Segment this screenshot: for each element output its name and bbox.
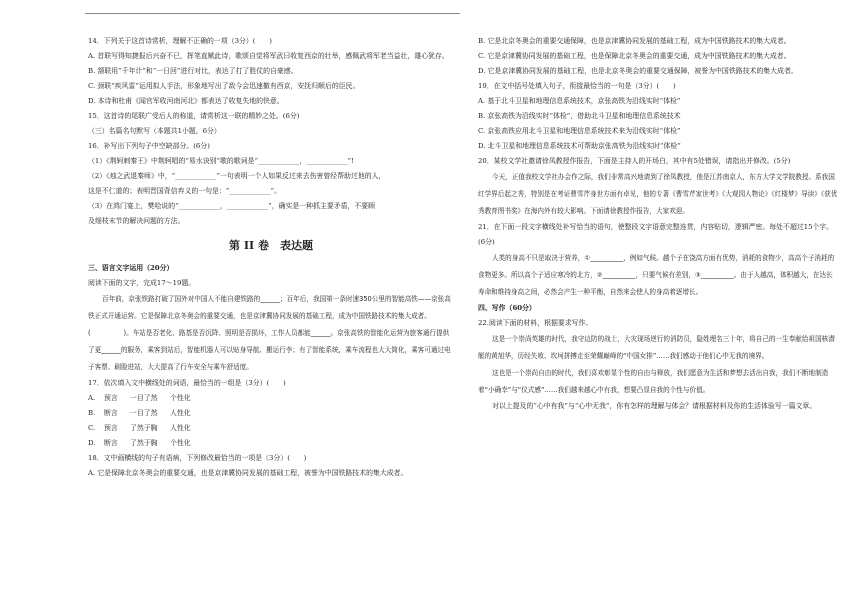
q22-paragraph-3: 对以上提及的“心中有我”与“心中无我”，你有怎样的理解与体会？请根据材料及你的生活体验写一篇文章。 — [492, 402, 817, 410]
language-section-heading: 三、语言文字运用（20分） — [88, 264, 174, 272]
q19-option-b: B. 京张高铁为沿线实时“体检”，借助北斗卫星和地理信息系统技术 — [478, 112, 681, 120]
question-14: 14．下列关于这首诗赏析，理解不正确的一项（3分）( ) — [88, 37, 272, 45]
q18-option-b: B. 它是北京冬奥会的重要交通保障，也是京津冀协同发展的基础工程，成为中国铁路技术的集大成者。 — [478, 37, 791, 45]
q16-part-1: （1）《荆轲刺秦王》中荆轲唱的“易水诀别”歌的歌词是“____________，____________”! — [88, 157, 354, 165]
q17-option-b: B. 断言 一目了然 人性化 — [88, 409, 191, 417]
q20-passage: 今天，正值我校文学社办会作之际，我们非常高兴地请到了徐凤教授，他是江苏南京人，东方大学文学院教授。系我国红学界后起之秀，特别是在考证曹雪芹身世方面有卓见，他的专著《曹雪芹家世考》《大观园人物论》《红楼梦》导读》《获优秀教育图书奖》在海内外有较大影响。下面请徐教授作报告，大家欢迎。 — [478, 173, 838, 215]
right-column — [478, 34, 838, 414]
q16-part-3a: （3）在鸿门宴上，樊哙说的“____________，____________”，确实是一种抓主要矛盾，不要顾 — [88, 202, 376, 210]
section-3-heading: （三）名篇名句默写（本题共1小题，6分） — [88, 127, 221, 135]
question-16: 16．补写出下列句子中空缺部分。(6分) — [88, 142, 210, 150]
q14-option-c: C. 颈联“疾风雷”运用拟人手法，形象地写出了敌今会迅速撤有西京，安抚归顺后的臣民。 — [88, 82, 360, 90]
question-22: 22.阅读下面的材料，根据要求写作。 — [478, 319, 593, 327]
question-15: 15．这首诗的尾联广受后人的称道，请赏析这一联的精妙之处。(6分) — [88, 112, 300, 120]
q16-part-2a: （2）《烛之武退秦师》中，“____________”一句表明一个人如果反过来去伤害曾经帮助过他的人， — [88, 172, 386, 180]
q18-option-d: D. 它是京津冀协同发展的基础工程，也是北京冬奥会的重要交通保障，被誉为中国铁路技术的集大成者。 — [478, 67, 798, 75]
q14-option-a: A. 首联写得知捷报后兴奋不已，挥笔直赋此诗，歌颂自觉将军武曰收复西京的壮举，感佩武将军老当益壮，雄心犹存。 — [88, 52, 449, 60]
writing-section-heading: 四、写作（60分） — [478, 304, 536, 312]
q22-paragraph-2: 这也是一个崇尚自由的时代，我们喜欢彰显个性的自由与释放，我们愿意为生活和梦想去活出自我，我们不断地制造着“小确幸”与“仪式感”……我们越来越心中有我，想要凸显自我的个性与价值。 — [478, 369, 829, 394]
q17-option-c: C. 预言 了然于胸 人性化 — [88, 424, 191, 432]
q18-option-a: A. 它是保障北京冬奥会的重要交通，也是京津冀协同发展的基础工程，被誉为中国铁路技术的集大成者。 — [88, 469, 408, 477]
q16-part-2b: 这是不仁道的；表明晋国背信弃义的一句是：“____________”。 — [88, 187, 282, 195]
q19-option-a: A. 基于北斗卫星和地理信息系统技术，京张高铁为沿线实时“体检” — [478, 97, 681, 105]
question-18: 18．文中画横线的句子有语病，下列修改最恰当的一项是（3分）( ) — [88, 454, 307, 462]
q17-option-a: A. 预言 一目了然 个性化 — [88, 394, 191, 402]
q16-part-3b: 及细枝末节的解决问题的方法。 — [88, 217, 185, 225]
question-20: 20．某校文学社邀请徐凤教授作报告，下面是主持人的开场白，其中有5处错误，请指出并修改。(5分) — [478, 157, 791, 165]
q17-option-d: D. 断言 了然于胸 个性化 — [88, 439, 191, 447]
question-21: 21．在下面一段文字横线处补写恰当的语句，使整段文字语意完整连贯，内容贴切，逻辑严密。每处不超过15个字。(6分) — [478, 223, 834, 246]
q19-option-c: C. 京张高铁应用北斗卫星和地理信息系统技术来为沿线实时“体检” — [478, 127, 681, 135]
left-column — [88, 34, 454, 481]
q18-option-c: C. 它是京津冀协同发展的基础工程，也是保障北京冬奥会的重要交通，成为中国铁路技术的集大成者。 — [478, 52, 791, 60]
q14-option-d: D. 本诗和杜甫《闻官军收河南河北》都表达了收复失地的快意。 — [88, 97, 284, 105]
reading-instruction: 阅读下面的文字，完成17～19题。 — [88, 279, 196, 287]
q22-paragraph-1: 这是一个崇尚英雄的时代，我守边防的战士，大灾现场逆行的消防员，隐姓埋名三十年，将自己的一生奉献给祖国核潜艇的黄旭华，历经失败、坎坷拼搏走至荣耀巅峰的“中国女排”……我们感动于他们心中无我的境界。 — [478, 335, 835, 360]
part-2-title: 第 II 卷 表达题 — [229, 239, 313, 252]
q19-option-d: D. 北斗卫星和地理信息系统技术可帮助京张高铁为沿线实时“体检” — [478, 142, 681, 150]
question-19: 19．在文中括号处填入句子，衔接最恰当的一句是（3分）( ) — [478, 82, 676, 90]
reading-passage: 百年前，京张铁路打破了国外对中国人不能自建铁路的______；百年后，我国第一条时速350公里的智能高铁——京张高铁正式开通运营。它是保障北京冬奥会的重要交通，也是京津冀协同发展的基础工程，成为中国铁路技术的集大成者。( )。车站是否老化、路基是否沉降、照明是否损坏，工作人员都能______。京张高铁的智能化运营为旅客通行提供了更______的服务，乘客到站后，智能机器人可以贴身导航、搬运行李；有了智能系统，乘车流程也大大简化，乘客可通过电子客票、刷脸进站，大大提高了行车安全与乘车舒适度。 — [88, 295, 451, 371]
header-rule — [85, 13, 460, 14]
q21-passage: 人类的身高不只是取决于营养，①__________，例如气候。越个子在饶高方面有优势，消耗的食物少，高高个子消耗的食物更多。所以高个子适应寒冷的北方，②__________，只要气候有差别，③__________。由于人越高，体积越大，在达长寿命和维持身高之间，必然会产生一种平衡，自然来会使人的身高着逐增长。 — [478, 254, 835, 296]
q14-option-b: B. 颔联用“千年计”和“一日回”进行对比，表达了打了胜仗的自豪感。 — [88, 67, 298, 75]
question-17: 17．依次填入文中横线处的词语，最恰当的一组是（3分）( ) — [88, 379, 286, 387]
